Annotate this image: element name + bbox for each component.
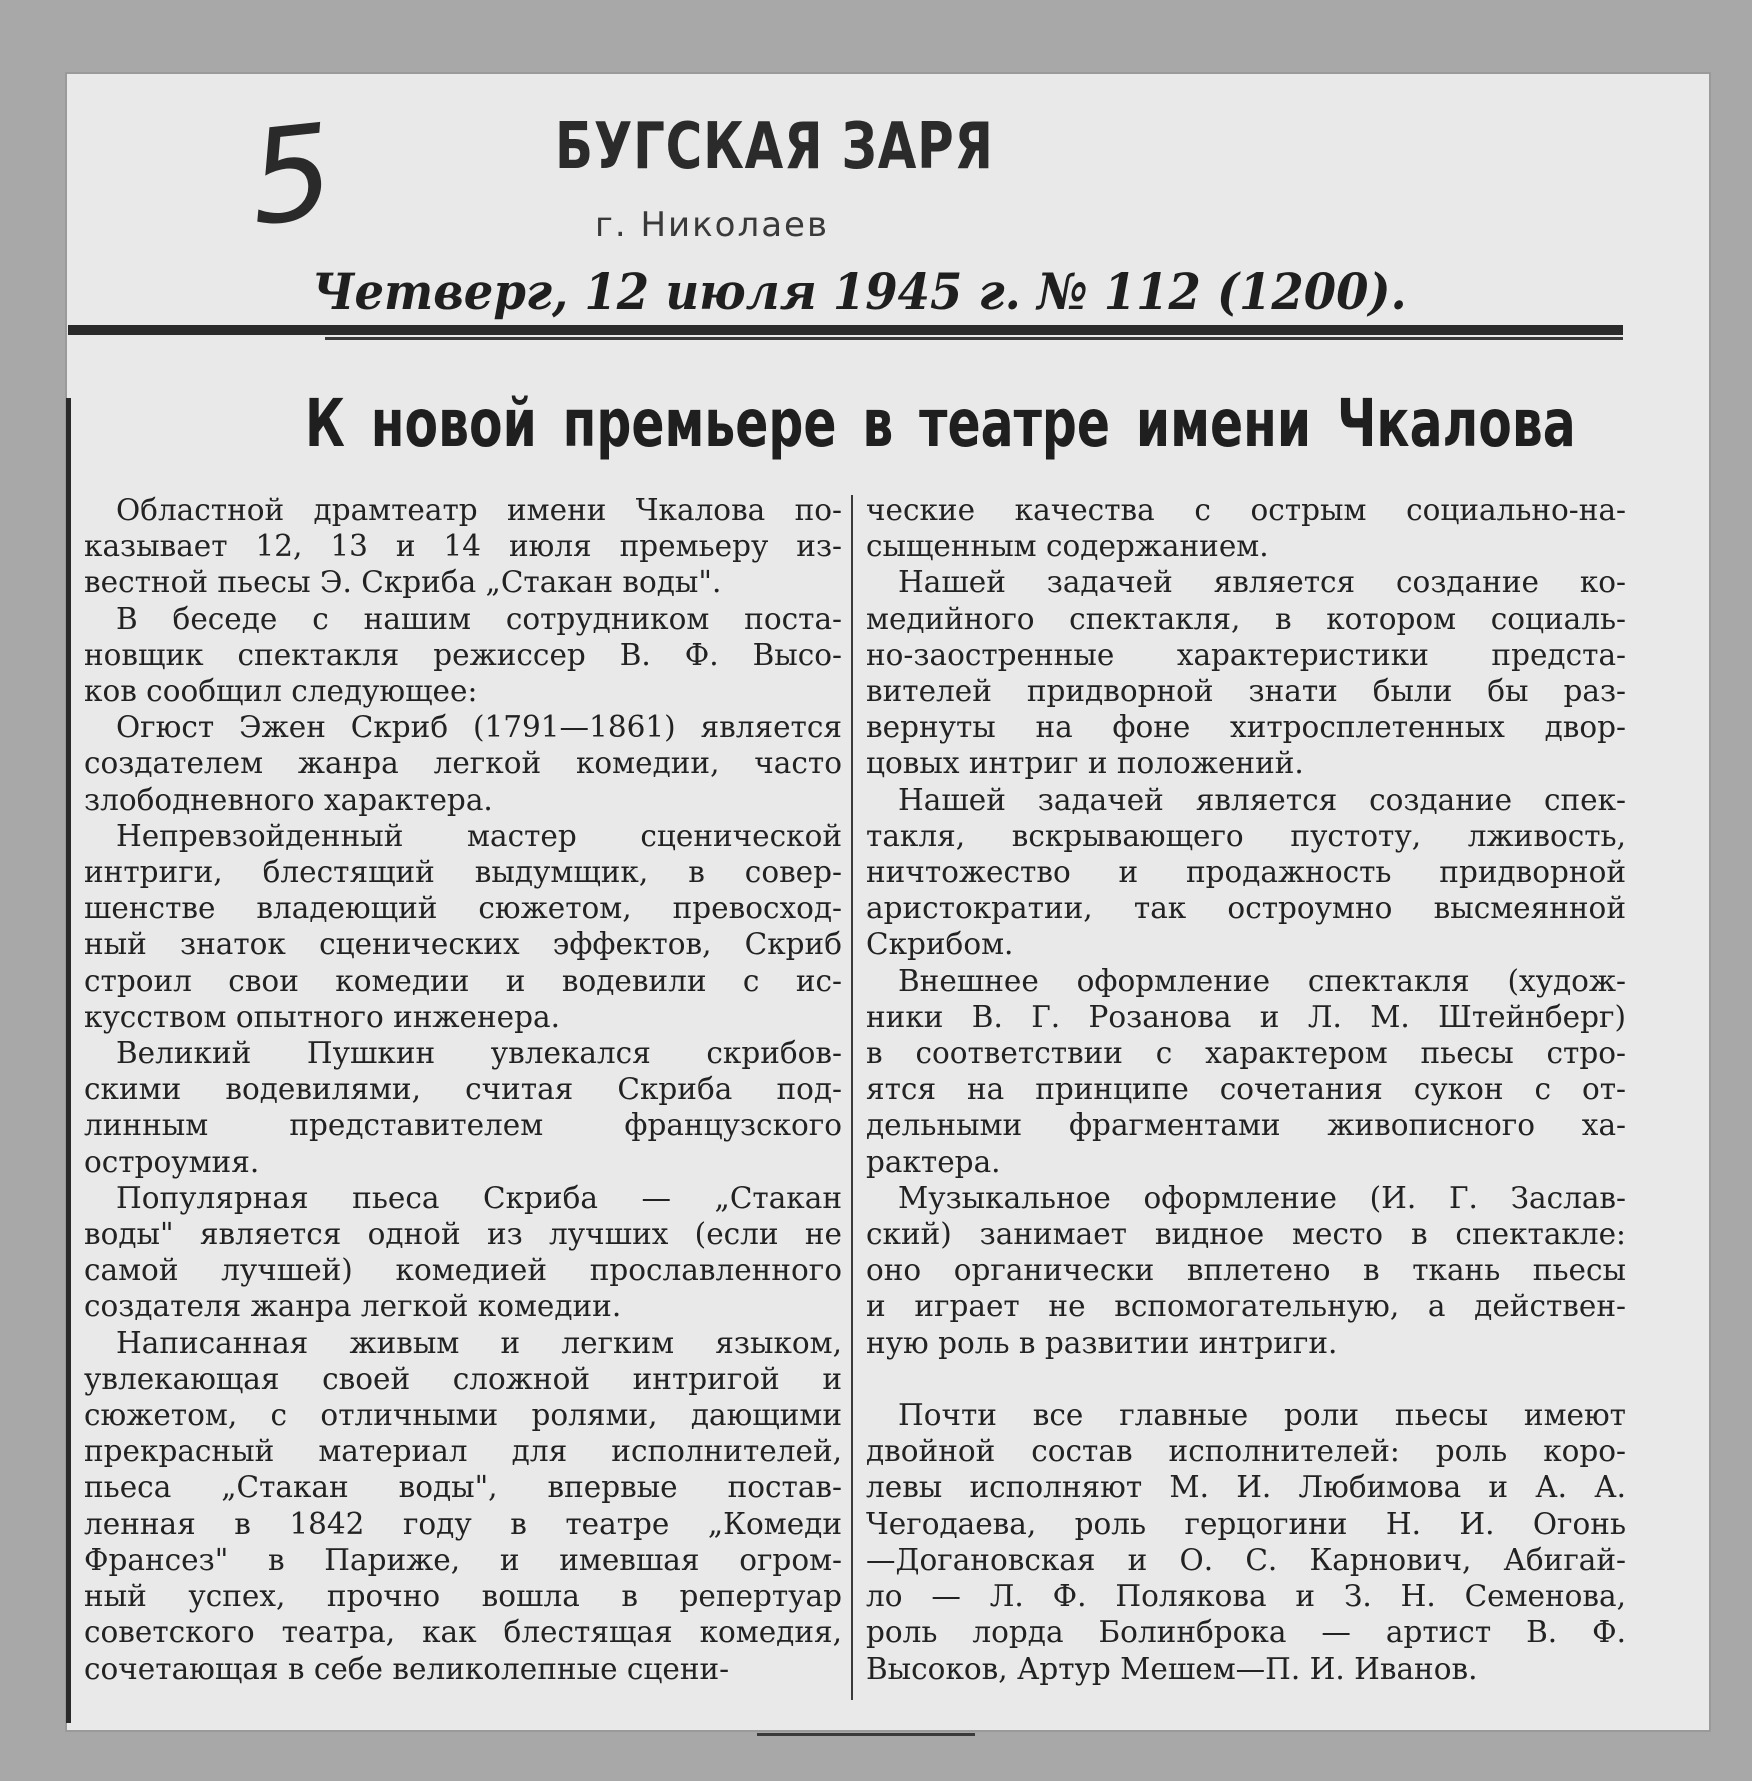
- article-text-line: ничтожество и продажность придворной: [866, 855, 1626, 890]
- article-text-line: советского театра, как блестящая комедия,: [84, 1615, 842, 1650]
- article-text-line: воды" является одной из лучших (если не: [84, 1217, 842, 1252]
- article-text-line: Нашей задачей является создание спек-: [898, 782, 1626, 817]
- article-text-line: левы исполняют М. И. Любимова и А. А.: [866, 1470, 1626, 1505]
- article-text-line: —Догановская и О. С. Карнович, Абигай-: [866, 1542, 1626, 1577]
- article-text-line: сочетающая в себе великолепные сцени-: [84, 1651, 730, 1686]
- article-text-line: кусством опытного инженера.: [84, 999, 560, 1034]
- article-text-line: роль лорда Болинброка — артист В. Ф.: [866, 1615, 1626, 1650]
- article-text-line: ленная в 1842 году в театре „Комеди: [84, 1506, 842, 1541]
- article-text-line: Непревзойденный мастер сценической: [116, 818, 842, 853]
- newspaper-title: БУГСКАЯ ЗАРЯ: [555, 110, 994, 184]
- article-text-line: Внешнее оформление спектакля (худож-: [898, 963, 1626, 998]
- article-text-line: рактера.: [866, 1144, 1001, 1179]
- article-text-line: Нашей задачей является создание ко-: [898, 565, 1626, 600]
- article-text-line: аристократии, так остроумно высмеянной: [866, 891, 1626, 926]
- article-text-line: интриги, блестящий выдумщик, в совер-: [84, 855, 842, 890]
- masthead-rule-thick: [68, 325, 1623, 335]
- article-text-line: ники В. Г. Розанова и Л. М. Штейнберг): [866, 999, 1626, 1034]
- article-text-line: ный знаток сценических эффектов, Скриб: [84, 927, 842, 962]
- article-text-line: ский) занимает видное место в спектакле:: [866, 1217, 1626, 1252]
- article-text-line: Чегодаева, роль герцогини Н. И. Огонь: [866, 1506, 1626, 1541]
- article-text-line: Огюст Эжен Скриб (1791—1861) является: [116, 710, 842, 745]
- article-text-line: новщик спектакля режиссер В. Ф. Высо-: [84, 637, 842, 672]
- end-rule: [757, 1733, 975, 1736]
- handwritten-number: 5: [242, 95, 341, 255]
- article-text-line: создателя жанра легкой комедии.: [84, 1289, 622, 1324]
- article-text-line: сыщенным содержанием.: [866, 529, 1269, 564]
- article-text-line: ятся на принципе сочетания сукон с от-: [866, 1072, 1626, 1107]
- article-headline: К новой премьере в театре имени Чкалова: [305, 385, 1576, 462]
- article-right-column: [866, 492, 1626, 1687]
- article-text-line: увлекающая своей сложной интригой и: [84, 1361, 842, 1396]
- article-text-line: дельными фрагментами живописного ха-: [866, 1108, 1626, 1143]
- article-text-line: шенстве владеющий сюжетом, превосход-: [84, 891, 842, 926]
- article-text-line: и играет не вспомогательную, а действен-: [866, 1289, 1626, 1324]
- masthead-rule-thin: [325, 337, 1623, 340]
- article-text-line: вестной пьесы Э. Скриба „Стакан воды".: [84, 565, 722, 600]
- article-text-line: казывает 12, 13 и 14 июля премьеру из-: [84, 529, 842, 564]
- column-divider: [851, 495, 853, 1700]
- issue-dateline: Четверг, 12 июля 1945 г. № 112 (1200).: [312, 262, 1407, 321]
- article-text-line: Франсез" в Париже, и имевшая огром-: [84, 1542, 842, 1577]
- article-text-line: линным представителем французского: [84, 1108, 842, 1143]
- article-text-line: скими водевилями, считая Скриба под-: [84, 1072, 842, 1107]
- article-text-line: вителей придворной знати были бы раз-: [866, 674, 1626, 709]
- article-text-line: ло — Л. Ф. Полякова и З. Н. Семенова,: [866, 1579, 1626, 1614]
- article-text-line: ный успех, прочно вошла в репертуар: [84, 1579, 842, 1614]
- article-text-line: Скрибом.: [866, 927, 1014, 962]
- article-text-line: Музыкальное оформление (И. Г. Заслав-: [898, 1180, 1626, 1215]
- article-text-line: самой лучшей) комедией прославленного: [84, 1253, 842, 1288]
- article-text-line: медийного спектакля, в котором социаль-: [866, 601, 1626, 636]
- article-text-line: в соответствии с характером пьесы стро-: [866, 1036, 1626, 1071]
- article-text-line: В беседе с нашим сотрудником поста-: [116, 601, 842, 636]
- article-text-line: создателем жанра легкой комедии, часто: [84, 746, 842, 781]
- article-text-line: но-заостренные характеристики предста-: [866, 637, 1626, 672]
- article-text-line: Почти все главные роли пьесы имеют: [898, 1398, 1626, 1433]
- article-text-line: прекрасный материал для исполнителей,: [84, 1434, 842, 1469]
- article-text-line: цовых интриг и положений.: [866, 746, 1304, 781]
- city-name: г. Николаев: [595, 205, 830, 245]
- article-text-line: ков сообщил следующее:: [84, 674, 478, 709]
- article-text-line: такля, вскрывающего пустоту, лживость,: [866, 818, 1626, 853]
- article-text-line: злободневного характера.: [84, 782, 493, 817]
- article-text-line: Популярная пьеса Скриба — „Стакан: [116, 1180, 842, 1215]
- article-text-line: сюжетом, с отличными ролями, дающими: [84, 1398, 842, 1433]
- article-text-line: Великий Пушкин увлекался скрибов-: [116, 1036, 842, 1071]
- article-text-line: двойной состав исполнителей: роль коро-: [866, 1434, 1626, 1469]
- article-text-line: [866, 1361, 1626, 1397]
- article-text-line: пьеса „Стакан воды", впервые постав-: [84, 1470, 842, 1505]
- article-left-border: [66, 398, 71, 1723]
- article-text-line: вернуты на фоне хитросплетенных двор-: [866, 710, 1626, 745]
- article-left-column: [84, 492, 842, 1687]
- article-text-line: строил свои комедии и водевили с ис-: [84, 963, 842, 998]
- article-text-line: остроумия.: [84, 1144, 260, 1179]
- article-text-line: оно органически вплетено в ткань пьесы: [866, 1253, 1626, 1288]
- article-text-line: Областной драмтеатр имени Чкалова по-: [116, 493, 842, 527]
- article-text-line: Написанная живым и легким языком,: [116, 1325, 842, 1360]
- article-text-line: Высоков, Артур Мешем—П. И. Иванов.: [866, 1651, 1478, 1686]
- article-text-line: ческие качества с острым социально-на-: [866, 493, 1626, 527]
- article-text-line: ную роль в развитии интриги.: [866, 1325, 1338, 1360]
